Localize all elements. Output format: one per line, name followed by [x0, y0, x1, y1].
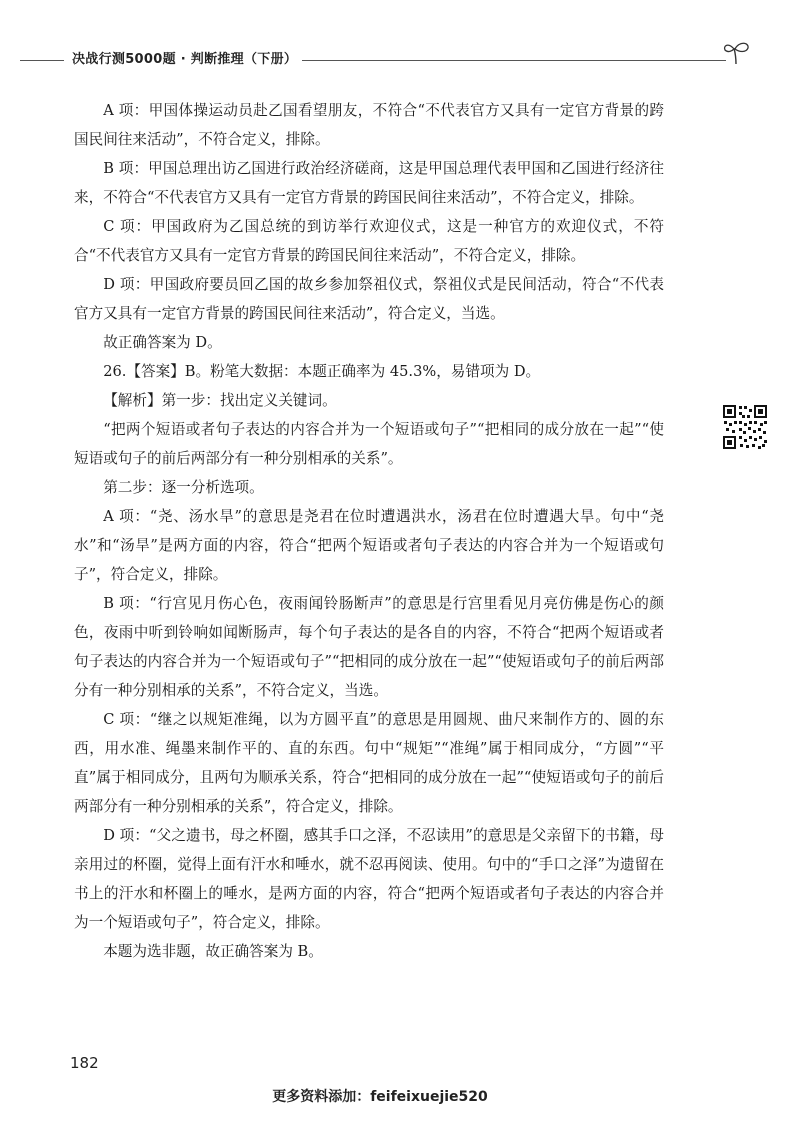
footer-note — [0, 1086, 800, 1106]
footer-text: 更多资料添加：feifeixuejie520 — [272, 1089, 488, 1105]
page-header — [0, 44, 800, 74]
paragraph-answer-q25: 故正确答案为 D。 — [103, 334, 222, 351]
paragraph-option-c-q25: C 项：甲国政府为乙国总统的到访举行欢迎仪式，这是一种官方的欢迎仪式，不符合“不代表官方又具有一定官方背景的跨国民间往来活动”，不符合定义，排除。 — [74, 218, 664, 264]
header-rule-right — [302, 60, 726, 61]
paragraph-analysis-step2: 第二步：逐一分析选项。 — [103, 479, 264, 496]
paragraph-option-d-q26: D 项：“父之遗书，母之杯圈，感其手口之泽，不忍读用”的意思是父亲留下的书籍，母亲用过的杯圈，觉得上面有汗水和唾水，就不忍再阅读、使用。句中的“手口之泽”为遗留在书上的汗水和杯圈上的唾水，是两方面的内容，符合“把两个短语或者句子表达的内容合并为一个短语或句子”，符合定义，排除。 — [74, 827, 664, 931]
paragraph-option-d-q25: D 项：甲国政府要员回乙国的故乡参加祭祖仪式，祭祖仪式是民间活动，符合“不代表官方又具有一定官方背景的跨国民间往来活动”，符合定义，当选。 — [74, 276, 664, 322]
paragraph-option-b-q25: B 项：甲国总理出访乙国进行政治经济磋商，这是甲国总理代表甲国和乙国进行经济往来，不符合“不代表官方又具有一定官方背景的跨国民间往来活动”，不符合定义，排除。 — [74, 160, 664, 206]
paragraph-answer-q26: 26.【答案】B。粉笔大数据：本题正确率为 45.3%，易错项为 D。 — [103, 363, 541, 380]
page-content — [74, 96, 664, 966]
paragraph-analysis-step1: 【解析】第一步：找出定义关键词。 — [103, 392, 337, 409]
paragraph-option-b-q26: B 项：“行宫见月伤心色，夜雨闻铃肠断声”的意思是行宫里看见月亮仿佛是伤心的颜色，夜雨中听到铃响如闻断肠声，每个句子表达的是各自的内容，不符合“把两个短语或者句子表达的内容合并为一个短语或句子”“把相同的成分放在一起”“使短语或句子的前后两部分有一种分别相承的关系”，不符合定义，当选。 — [74, 595, 664, 699]
paragraph-option-c-q26: C 项：“继之以规矩准绳，以为方圆平直”的意思是用圆规、曲尺来制作方的、圆的东西，用水准、绳墨来制作平的、直的东西。句中“规矩”“准绳”属于相同成分，“方圆”“平直”属于相同成分，且两句为顺承关系，符合“把相同的成分放在一起”“使短语或句子的前后两部分有一种分别相承的关系”，符合定义，排除。 — [74, 711, 664, 815]
paragraph-keywords: “把两个短语或者句子表达的内容合并为一个短语或句子”“把相同的成分放在一起”“使短语或句子的前后两部分有一种分别相承的关系”。 — [74, 421, 664, 467]
sprout-icon — [722, 40, 752, 66]
paragraph-conclusion-q26: 本题为选非题，故正确答案为 B。 — [103, 943, 323, 960]
page-number: 182 — [70, 1054, 99, 1072]
header-rule-left — [20, 60, 64, 61]
book-title: 决战行测5000题 · 判断推理（下册） — [72, 52, 298, 67]
qr-code-icon[interactable] — [722, 404, 768, 450]
paragraph-option-a-q25: A 项：甲国体操运动员赴乙国看望朋友，不符合“不代表官方又具有一定官方背景的跨国民间往来活动”，不符合定义，排除。 — [74, 102, 664, 148]
paragraph-option-a-q26: A 项：“尧、汤水旱”的意思是尧君在位时遭遇洪水，汤君在位时遭遇大旱。句中“尧水”和“汤旱”是两方面的内容，符合“把两个短语或者句子表达的内容合并为一个短语或句子”，符合定义，排除。 — [74, 508, 664, 583]
